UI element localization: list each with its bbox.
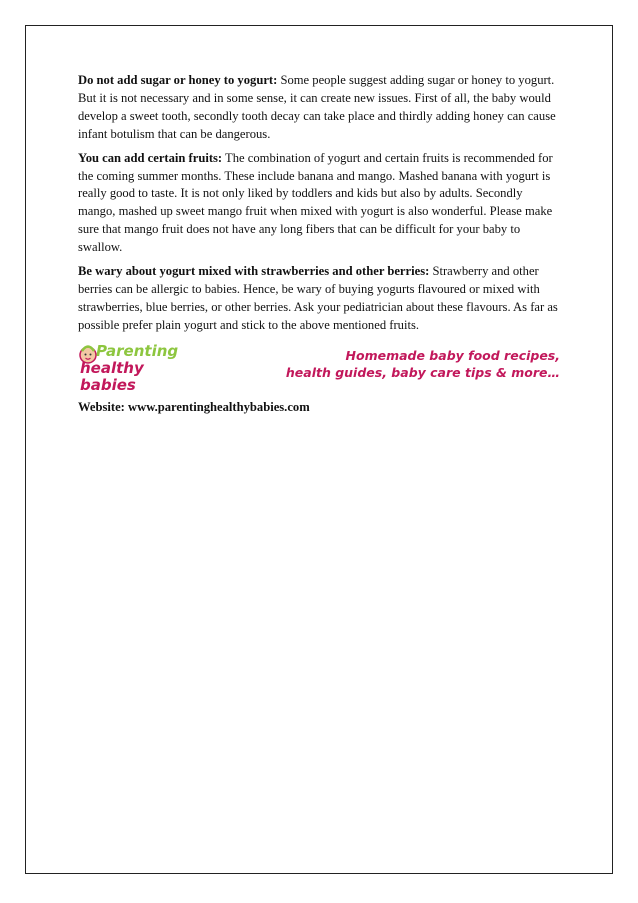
paragraph-heading: Be wary about yogurt mixed with strawberries and other berries: bbox=[78, 264, 430, 279]
logo-text-healthy-babies: healthy babies bbox=[80, 358, 144, 394]
website-link[interactable]: Website: www.parentinghealthybabies.com bbox=[78, 399, 310, 414]
paragraph-fruits bbox=[78, 150, 560, 257]
tagline-line-1: Homemade baby food recipes, bbox=[345, 347, 560, 363]
paragraph-text: Some people suggest adding sugar or honey to yogurt. But it is not necessary and in some sense, it can create new issues. First of all, the baby would develop a sweet tooth, secondly tooth decay can take place and thirdly adding honey can cause infant botulism that can be dangerous. bbox=[78, 73, 556, 141]
banner-tagline bbox=[286, 347, 560, 381]
paragraph-text: Strawberry and other berries can be allergic to babies. Hence, be wary of buying yogurts flavoured or mixed with strawberries, blue berries, or other berries. Ask your pediatrician about these flavours. As far as possible prefer plain yogurt and stick to the above mentioned fruits. bbox=[78, 264, 558, 332]
paragraph-heading: Do not add sugar or honey to yogurt: bbox=[78, 73, 278, 87]
document-body bbox=[78, 72, 560, 417]
brand-banner bbox=[78, 341, 560, 393]
tagline-line-2: health guides, baby care tips & more… bbox=[285, 364, 560, 380]
paragraph-berries bbox=[78, 263, 560, 335]
paragraph-text: The combination of yogurt and certain fruits is recommended for the coming summer months. These include banana and mango. Mashed banana with yogurt is really good to taste. It is not only liked by toddlers and kids but also by adults. Secondly mango, mashed up sweet mango fruit when mixed with yogurt is also wonderful. Please make sure that mango fruit does not have any long fibers that can be difficult for your baby to swallow. bbox=[78, 150, 553, 255]
logo-text-parenting: Parenting bbox=[96, 341, 179, 360]
paragraph-heading: You can add certain fruits: bbox=[78, 150, 223, 165]
paragraph-sugar-honey bbox=[78, 72, 560, 144]
brand-logo bbox=[78, 341, 179, 394]
